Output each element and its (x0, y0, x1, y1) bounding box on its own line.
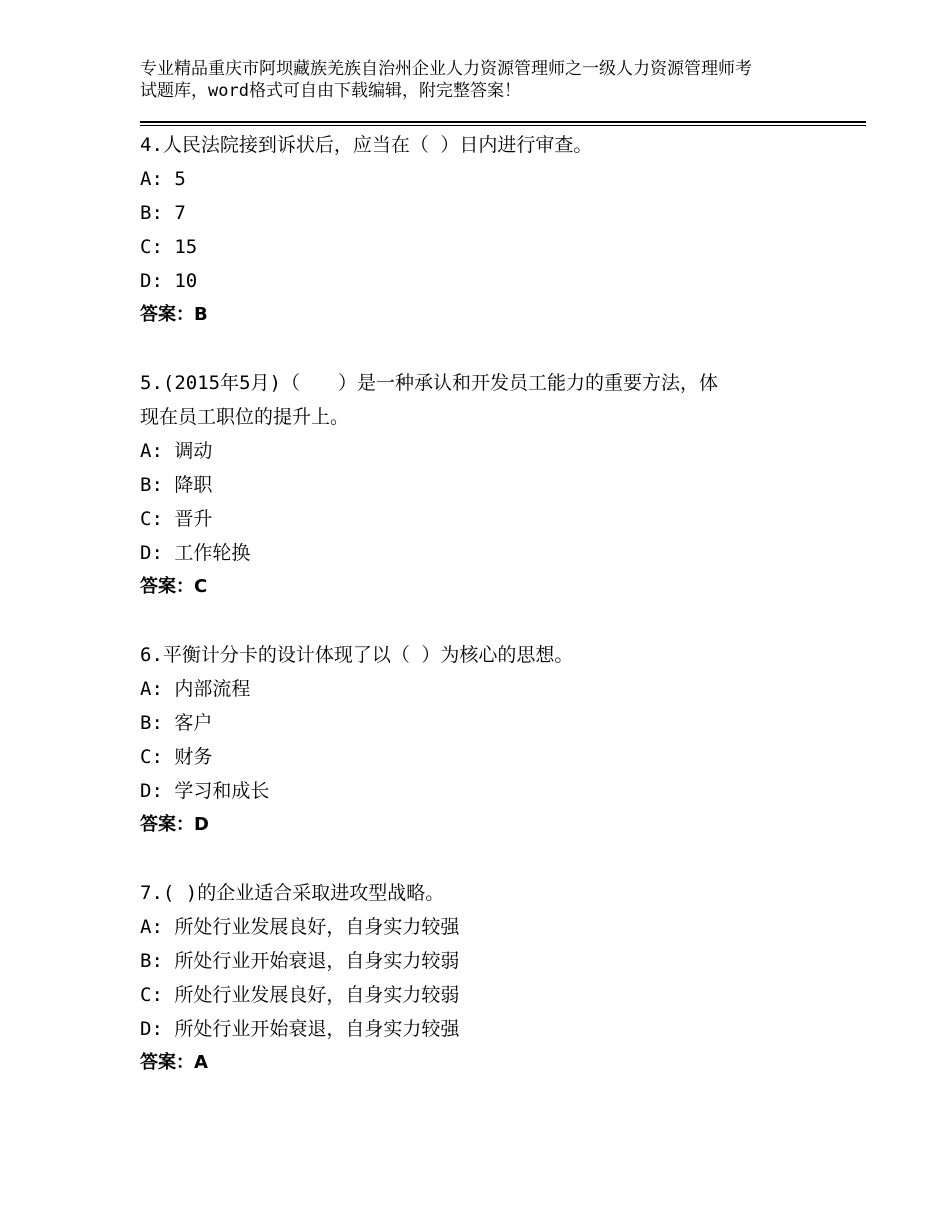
question-5 (140, 366, 866, 604)
question-list (140, 128, 866, 1114)
question-4 (140, 128, 866, 332)
option-a: A: 内部流程 (140, 678, 251, 700)
question-stem: 7.( )的企业适合采取进攻型战略。 (140, 882, 445, 904)
header-divider-thin (140, 125, 866, 126)
option-c: C: 财务 (140, 746, 213, 768)
header-divider-thick (140, 121, 866, 123)
option-b: B: 7 (140, 202, 186, 224)
question-stem: 6.平衡计分卡的设计体现了以（ ）为核心的思想。 (140, 644, 574, 666)
option-d: D: 学习和成长 (140, 780, 270, 802)
option-b: B: 降职 (140, 474, 213, 496)
question-7 (140, 876, 866, 1080)
answer-label: 答案：A (140, 1052, 208, 1073)
option-d: D: 工作轮换 (140, 542, 251, 564)
option-b: B: 所处行业开始衰退，自身实力较弱 (140, 950, 460, 972)
question-stem-continued: 现在员工职位的提升上。 (140, 406, 350, 428)
header-line-2: 试题库，word格式可自由下载编辑，附完整答案！ (140, 81, 521, 101)
option-d: D: 所处行业开始衰退，自身实力较强 (140, 1018, 460, 1040)
question-stem: 4.人民法院接到诉状后，应当在（ ）日内进行审查。 (140, 134, 593, 156)
answer-label: 答案：D (140, 814, 209, 835)
answer-label: 答案：C (140, 576, 208, 597)
document-header (140, 58, 830, 102)
question-6 (140, 638, 866, 842)
header-line-1: 专业精品重庆市阿坝藏族羌族自治州企业人力资源管理师之一级人力资源管理师考 (140, 59, 752, 79)
option-d: D: 10 (140, 270, 198, 292)
option-c: C: 15 (140, 236, 198, 258)
option-c: C: 所处行业发展良好，自身实力较弱 (140, 984, 460, 1006)
answer-label: 答案：B (140, 304, 208, 325)
question-stem: 5.(2015年5月)（ ）是一种承认和开发员工能力的重要方法，体 (140, 372, 718, 394)
option-b: B: 客户 (140, 712, 213, 734)
option-c: C: 晋升 (140, 508, 213, 530)
option-a: A: 5 (140, 168, 186, 190)
option-a: A: 所处行业发展良好，自身实力较强 (140, 916, 460, 938)
option-a: A: 调动 (140, 440, 213, 462)
